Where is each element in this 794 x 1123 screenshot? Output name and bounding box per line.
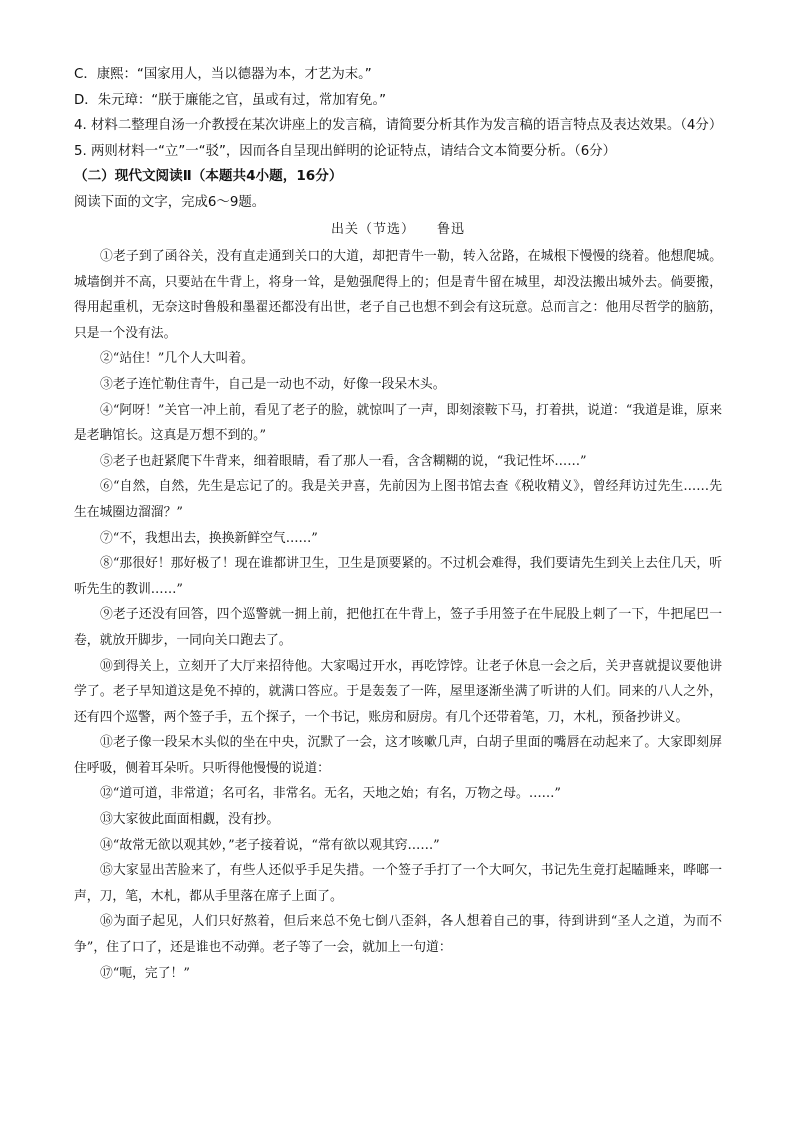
paragraph: ⑤老子也赶紧爬下牛背来，细着眼睛，看了那人一看，含含糊糊的说，“我记性坏……” <box>100 453 587 469</box>
questions-block <box>74 62 722 164</box>
question-option-d: D．朱元璋：“朕于廉能之官，虽或有过，常加宥免。” <box>74 92 387 108</box>
paragraph: ⑪老子像一段呆木头似的坐在中央，沉默了一会，这才咳嗽几声，白胡子里面的嘴唇在动起来了。大家即刻屏住呼吸，侧着耳朵听。只听得他慢慢的说道： <box>74 735 722 776</box>
paragraph: ⑯为面子起见，人们只好熬着，但后来总不免七倒八歪斜，各人想着自己的事，待到讲到“圣人之道，为而不争”，住了口了，还是谁也不动弹。老子等了一会，就加上一句道： <box>74 914 722 956</box>
paragraph: ⑨老子还没有回答，四个巡警就一拥上前，把他扛在牛背上，签子手用签子在牛屁股上刺了一下，牛把尾巴一卷，就放开脚步，一同向关口跑去了。 <box>74 607 722 648</box>
article-title-line <box>74 218 722 242</box>
paragraph: ②“站住！”几个人大叫着。 <box>100 351 254 367</box>
paragraph: ①老子到了函谷关，没有直走通到关口的大道，却把青牛一勒，转入岔路，在城根下慢慢的绕着。他想爬城。城墙倒并不高，只要站在牛背上，将身一耸，是勉强爬得上的；但是青牛留在城里，却没法搬出城外去。倘要搬，得用起重机，无奈这时鲁般和墨翟还都没有出世，老子自己也想不到会有这玩意。总而言之：他用尽哲学的脑筋，只是一个没有法。 <box>74 249 722 341</box>
paragraph: ⑮大家显出苦脸来了，有些人还似乎手足失措。一个签子手打了一个大呵欠，书记先生竟打起瞌睡来，哗啷一声，刀，笔，木札，都从手里落在席子上面了。 <box>74 863 722 904</box>
question-option-c: C．康熙：“国家用人，当以德器为本，才艺为末。” <box>74 67 372 82</box>
paragraph: ⑰“呃，完了！” <box>100 965 190 981</box>
article-author: 鲁迅 <box>437 222 466 237</box>
section-heading: （二）现代文阅读Ⅱ（本题共4小题，16分） <box>74 168 343 184</box>
paragraph: ⑦“不，我想出去，换换新鲜空气……” <box>100 530 318 546</box>
paragraph: ⑭“故常无欲以观其妙，”老子接着说，“常有欲以观其窍……” <box>100 837 440 853</box>
paragraph: ⑥“自然，自然，先生是忘记了的。我是关尹喜，先前因为上图书馆去查《税收精义》，曾经拜访过先生……先生在城圈边溜溜？” <box>74 479 722 520</box>
question-5: 5. 两则材料一“立”一“驳”，因而各自呈现出鲜明的论证特点，请结合文本简要分析。（6分） <box>74 143 617 159</box>
article-title: 出关（节选） <box>330 222 415 237</box>
paragraph: ④“阿呀！”关官一冲上前，看见了老子的脸，就惊叫了一声，即刻滚鞍下马，打着拱，说道：“我道是谁，原来是老聃馆长。这真是万想不到的。” <box>74 402 722 444</box>
paragraph: ⑩到得关上，立刻开了大厅来招待他。大家喝过开水，再吃饽饽。让老子休息一会之后，关尹喜就提议要他讲学了。老子早知道这是免不掉的，就满口答应。于是轰轰了一阵，屋里逐渐坐满了听讲的人们。同来的八人之外，还有四个巡警，两个签子手，五个探子，一个书记，账房和厨房。有几个还带着笔，刀，木札，预备抄讲义。 <box>74 658 722 725</box>
paragraph: ⑫“道可道，非常道；名可名，非常名。无名，天地之始；有名，万物之母。……” <box>100 786 561 802</box>
paragraph: ⑬大家彼此面面相觑，没有抄。 <box>100 812 280 828</box>
reading-instruction: 阅读下面的文字，完成6～9题。 <box>74 194 266 210</box>
article-body <box>74 244 722 986</box>
question-4: 4. 材料二整理自汤一介教授在某次讲座上的发言稿，请简要分析其作为发言稿的语言特点及表达效果。（4分） <box>74 118 723 133</box>
paragraph: ③老子连忙勒住青牛，自己是一动也不动，好像一段呆木头。 <box>100 376 446 392</box>
paragraph: ⑧“那很好！那好极了！现在谁都讲卫生，卫生是顶要紧的。不过机会难得，我们要请先生到关上去住几天，听听先生的教训……” <box>74 556 722 597</box>
